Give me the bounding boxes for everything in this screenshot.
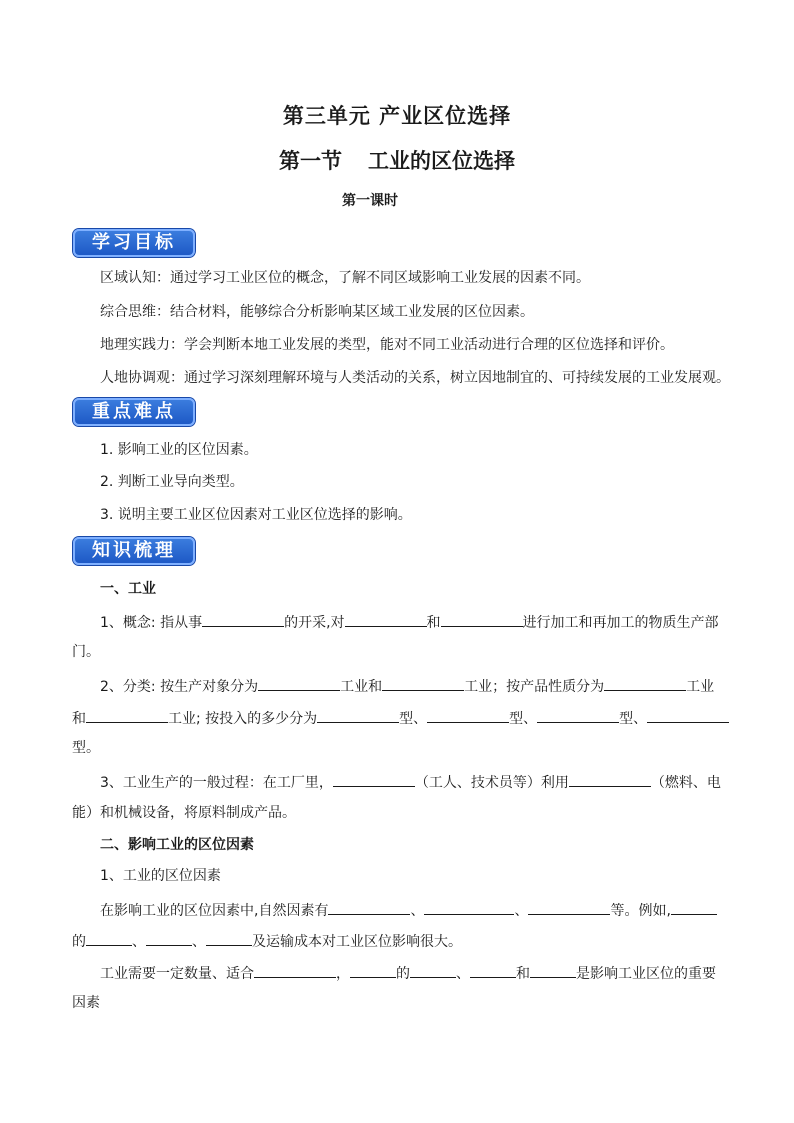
objective-item: 地理实践力：学会判断本地工业发展的类型，能对不同工业活动进行合理的区位选择和评价。: [100, 337, 674, 353]
factors-line-1: 在影响工业的区位因素中,自然因素有 、 、 等。例如,: [100, 899, 740, 921]
concept-line-1: 1、概念: 指从事 的开采,对 和 进行加工和再加工的物质生产部: [100, 611, 740, 633]
fill-blank[interactable]: [671, 899, 717, 915]
fill-blank[interactable]: [345, 611, 427, 627]
fill-blank[interactable]: [528, 899, 610, 915]
lesson-label: 第一课时: [342, 193, 398, 209]
fill-blank[interactable]: [206, 930, 252, 946]
fill-blank[interactable]: [441, 611, 523, 627]
fill-blank[interactable]: [86, 930, 132, 946]
fill-blank[interactable]: [647, 707, 729, 723]
key-point-item: 2. 判断工业导向类型。: [100, 474, 244, 490]
subsection-heading: 1、工业的区位因素: [100, 868, 221, 884]
fill-blank[interactable]: [569, 771, 651, 787]
fill-blank[interactable]: [530, 962, 576, 978]
process-line-2: 能）和机械设备，将原料制成产品。: [72, 805, 296, 821]
objective-item: 人地协调观：通过学习深刻理解环境与人类活动的关系，树立因地制宜的、可持续发展的工业发展观。: [100, 370, 730, 386]
fill-blank[interactable]: [146, 930, 192, 946]
section-title: 工业的区位选择: [368, 148, 515, 173]
fill-blank[interactable]: [382, 675, 464, 691]
fill-blank[interactable]: [317, 707, 399, 723]
knowledge-badge: 知识梳理: [73, 537, 195, 565]
process-line-1: 3、工业生产的一般过程：在工厂里， （工人、技术员等）利用 （燃料、电: [100, 771, 740, 793]
fill-blank[interactable]: [470, 962, 516, 978]
classification-line-3: 型。: [72, 740, 100, 756]
objectives-badge: 学习目标: [73, 229, 195, 257]
fill-blank[interactable]: [202, 611, 284, 627]
fill-blank[interactable]: [350, 962, 396, 978]
labor-line-1: 工业需要一定数量、适合 ， 的 、 和 是影响工业区位的重要: [100, 962, 740, 984]
fill-blank[interactable]: [604, 675, 686, 691]
objective-item: 综合思维：结合材料，能够综合分析影响某区域工业发展的区位因素。: [100, 304, 534, 320]
key-points-badge: 重点难点: [73, 398, 195, 426]
section-label: 第一节: [279, 148, 342, 173]
fill-blank[interactable]: [258, 675, 340, 691]
section-heading: 一、工业: [100, 581, 156, 597]
objective-item: 区域认知：通过学习工业区位的概念，了解不同区域影响工业发展的因素不同。: [100, 270, 590, 286]
section-heading: 二、影响工业的区位因素: [100, 837, 254, 853]
fill-blank[interactable]: [537, 707, 619, 723]
unit-title: 第三单元 产业区位选择: [282, 103, 512, 128]
key-point-item: 1. 影响工业的区位因素。: [100, 442, 258, 458]
factors-line-2: 的 、 、 及运输成本对工业区位影响很大。: [72, 930, 732, 952]
fill-blank[interactable]: [328, 899, 410, 915]
fill-blank[interactable]: [410, 962, 456, 978]
classification-line-2: 和 工业; 按投入的多少分为 型、 型、 型、: [72, 707, 732, 729]
fill-blank[interactable]: [424, 899, 514, 915]
fill-blank[interactable]: [86, 707, 168, 723]
classification-line-1: 2、分类: 按生产对象分为 工业和 工业；按产品性质分为 工业: [100, 675, 740, 697]
fill-blank[interactable]: [333, 771, 415, 787]
section-title-line: [0, 145, 794, 175]
concept-line-2: 门。: [72, 644, 100, 660]
key-point-item: 3. 说明主要工业区位因素对工业区位选择的影响。: [100, 507, 412, 523]
labor-line-2: 因素: [72, 995, 100, 1011]
fill-blank[interactable]: [427, 707, 509, 723]
fill-blank[interactable]: [254, 962, 336, 978]
